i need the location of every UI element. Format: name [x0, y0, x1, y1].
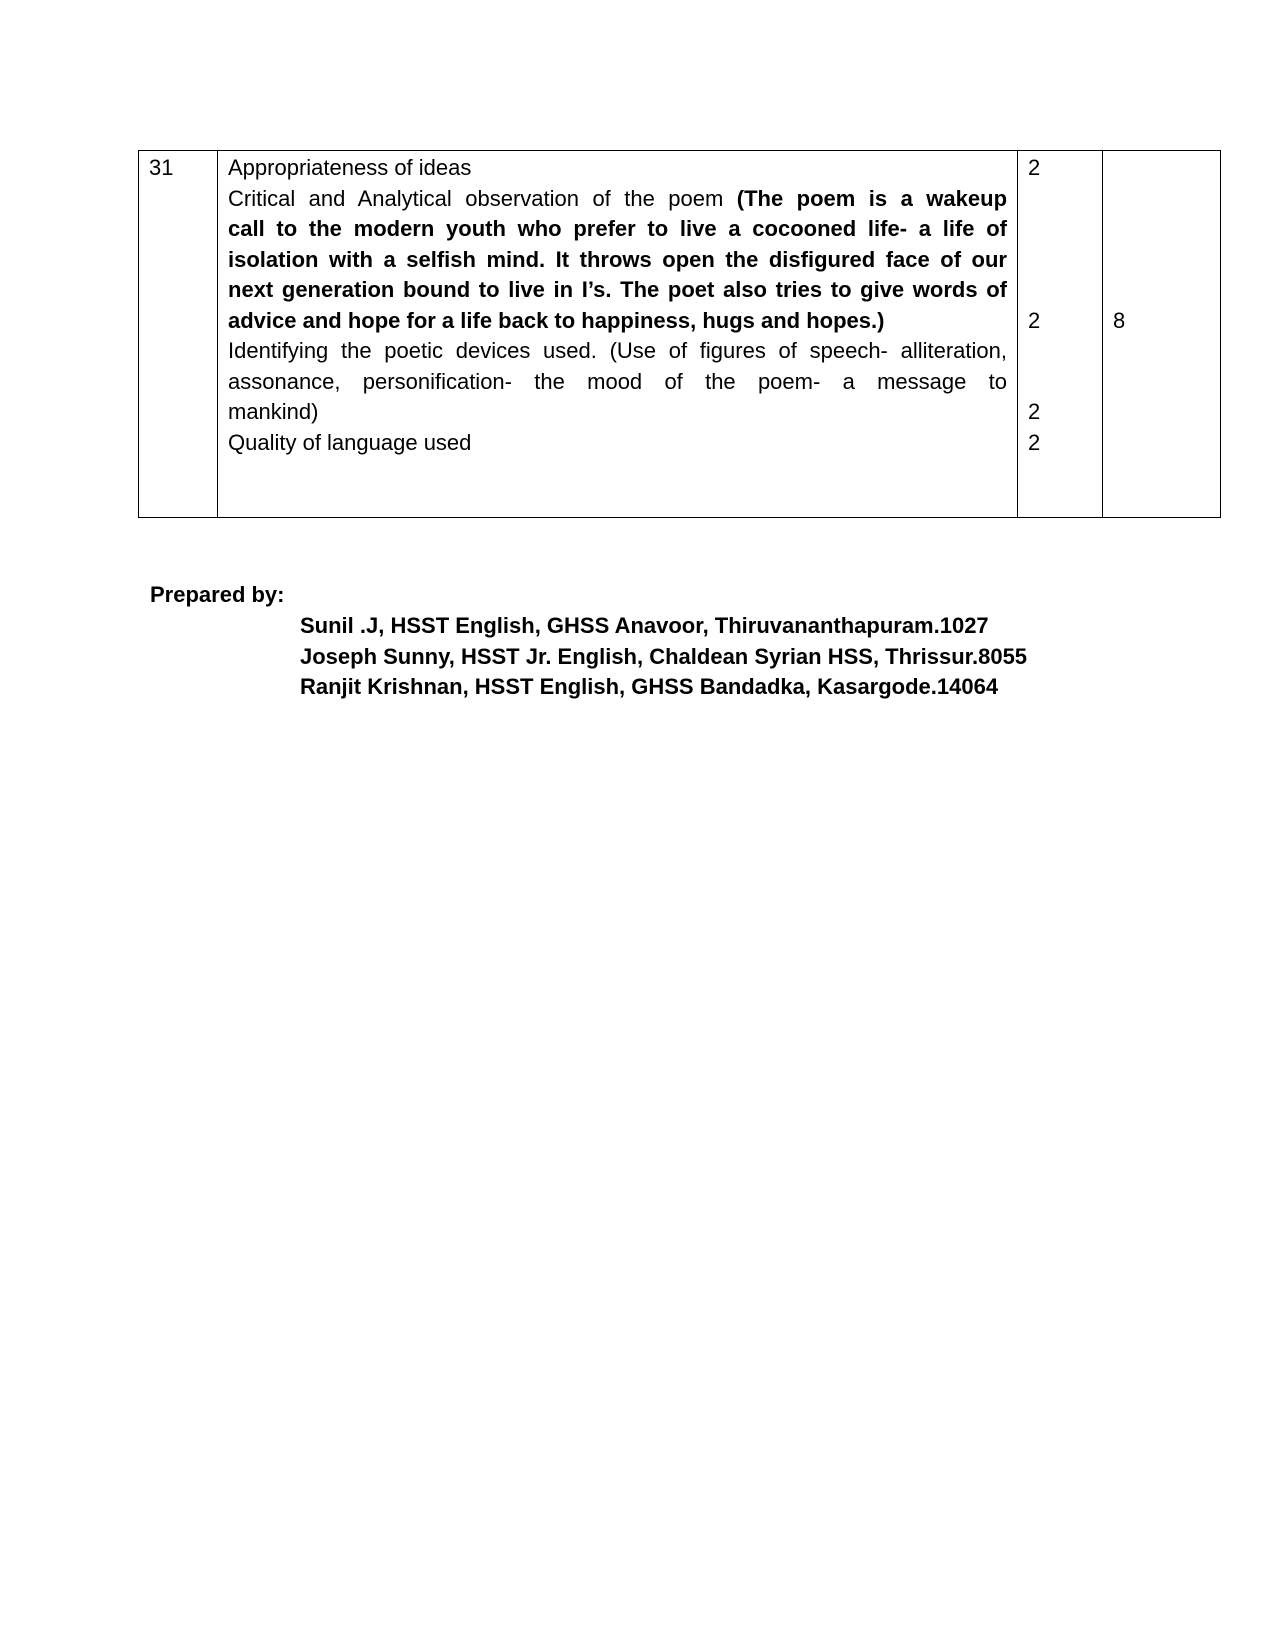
author-line: Ranjit Krishnan, HSST English, GHSS Bandadka, Kasargode.14064	[300, 674, 999, 699]
authors-list	[300, 611, 1027, 703]
answer-key-table	[138, 150, 1221, 518]
author-line: Sunil .J, HSST English, GHSS Anavoor, Thiruvananthapuram.1027	[300, 613, 989, 638]
criterion-critical-line-1	[228, 184, 1007, 215]
mark-language: 2	[1028, 429, 1041, 455]
criterion-critical-bold-3: isolation with a selfish mind. It throws open the disfigured face of our	[228, 246, 1007, 272]
criterion-critical-bold-5: advice and hope for a life back to happiness, hugs and hopes.)	[228, 307, 885, 333]
total-mark: 8	[1113, 307, 1126, 333]
criterion-critical-intro: Critical and Analytical observation of the poem	[228, 185, 737, 211]
marks-cell	[1018, 151, 1103, 518]
criterion-critical-bold-1: (The poem is a wakeup	[736, 185, 1008, 211]
criterion-critical-bold-2: call to the modern youth who prefer to live a cocooned life- a life of	[228, 216, 1007, 241]
question-number-cell	[139, 151, 218, 518]
criteria-cell	[218, 151, 1018, 518]
mark-devices: 2	[1028, 399, 1041, 424]
criterion-appropriateness: Appropriateness of ideas	[228, 155, 472, 180]
mark-critical: 2	[1028, 307, 1041, 333]
author-line: Joseph Sunny, HSST Jr. English, Chaldean Syrian HSS, Thrissur.8055	[300, 643, 1028, 669]
question-number: 31	[149, 155, 174, 180]
criterion-language: Quality of language used	[228, 429, 472, 455]
criterion-devices-line-3: mankind)	[228, 399, 319, 424]
table-row	[139, 151, 1221, 518]
total-cell	[1103, 151, 1221, 518]
prepared-by-label: Prepared by:	[150, 582, 285, 607]
criterion-devices-line-2: assonance, personification- the mood of the poem- a message to	[228, 368, 1007, 394]
criterion-critical-bold-4: next generation bound to live in I’s. The poet also tries to give words of	[228, 277, 1007, 302]
criterion-devices-line-1: Identifying the poetic devices used. (Use of figures of speech- alliteration,	[228, 338, 1007, 363]
mark-appropriateness: 2	[1028, 155, 1041, 180]
